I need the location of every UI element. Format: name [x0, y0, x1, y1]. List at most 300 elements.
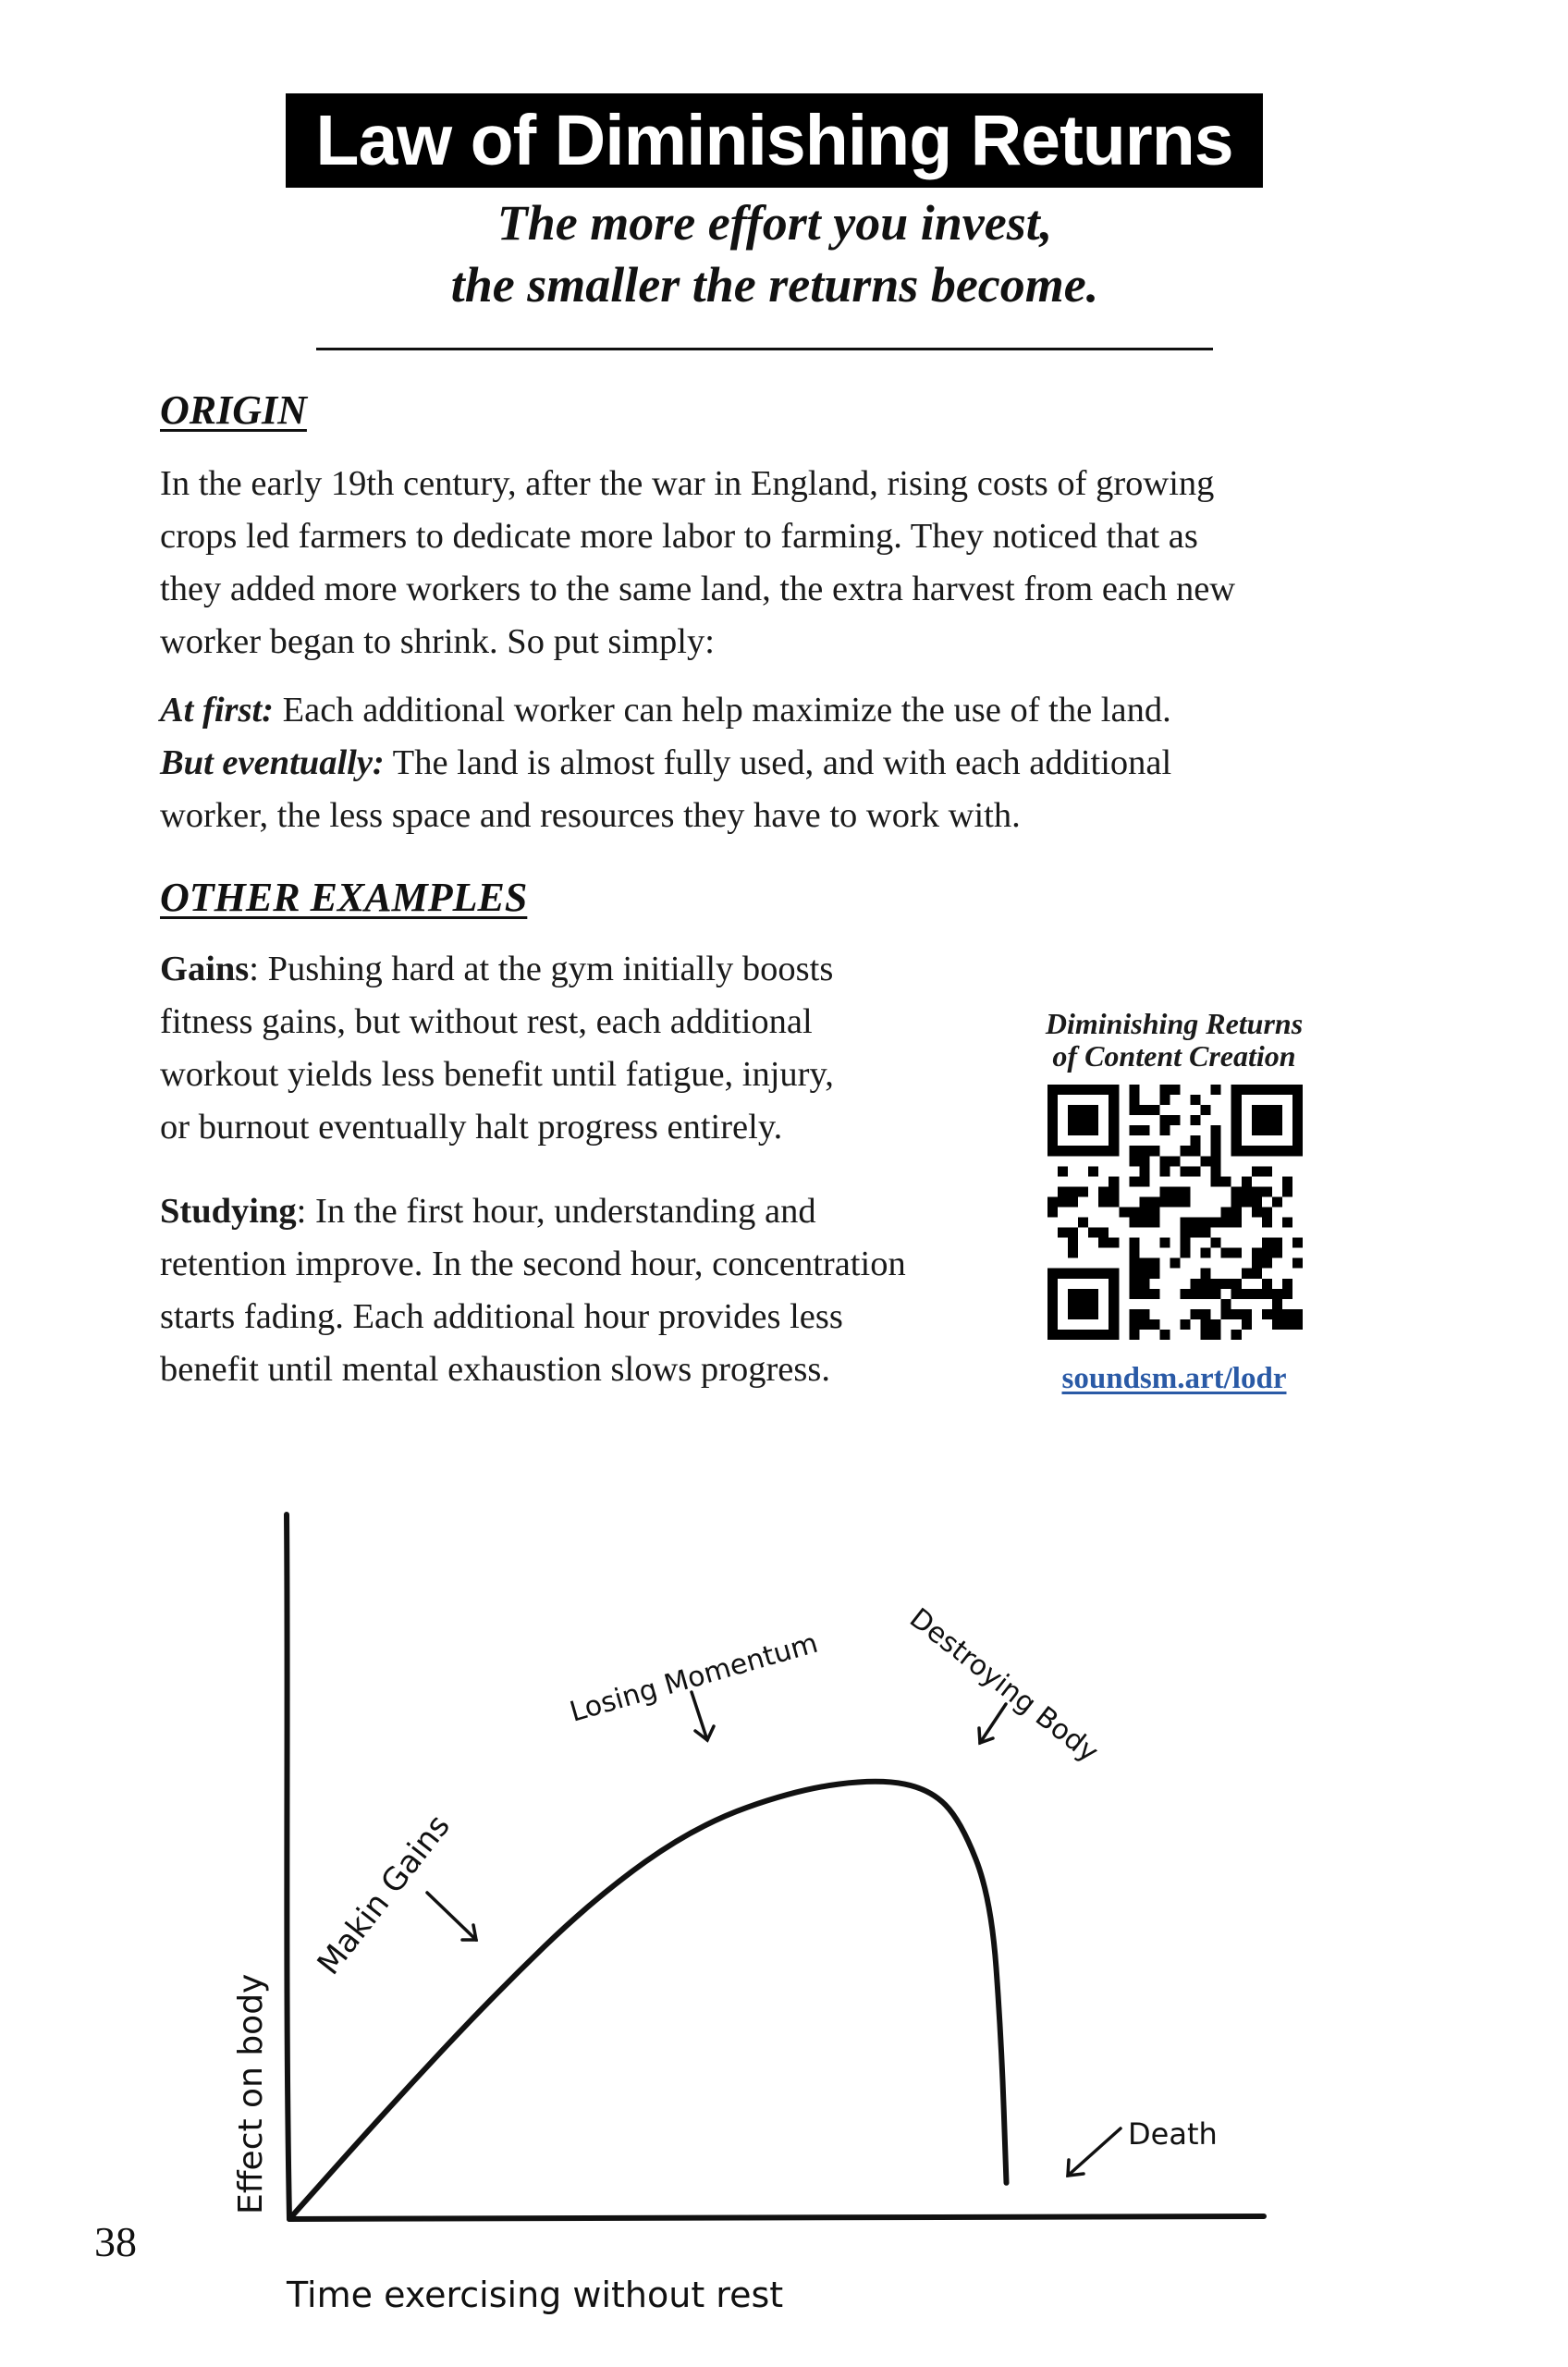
qr-module [1231, 1279, 1242, 1289]
gains-line: fitness gains, but without rest, each additional [160, 1002, 813, 1041]
qr-module [1272, 1196, 1282, 1207]
qr-module [1088, 1228, 1098, 1238]
losing-momentum-arrow-icon [692, 1692, 714, 1740]
qr-module [1262, 1146, 1272, 1156]
qr-module [1058, 1196, 1068, 1207]
qr-module [1078, 1269, 1088, 1279]
qr-module [1252, 1115, 1262, 1125]
qr-module [1139, 1146, 1149, 1156]
qr-module [1088, 1125, 1098, 1135]
qr-module [1252, 1085, 1262, 1095]
gains-label: Gains [160, 950, 250, 988]
qr-module [1181, 1218, 1191, 1228]
origin-line: crops led farmers to dedicate more labor to farming. They noticed that as [160, 517, 1198, 556]
qr-module [1109, 1115, 1119, 1125]
qr-module [1129, 1085, 1139, 1095]
qr-module [1231, 1196, 1242, 1207]
qr-module [1292, 1146, 1303, 1156]
qr-module [1181, 1196, 1191, 1207]
qr-module [1201, 1269, 1211, 1279]
qr-module [1282, 1085, 1292, 1095]
qr-module [1231, 1218, 1242, 1228]
qr-module [1047, 1115, 1058, 1125]
qr-module [1129, 1156, 1139, 1166]
qr-module [1221, 1279, 1231, 1289]
qr-module [1109, 1309, 1119, 1319]
qr-module [1272, 1299, 1282, 1309]
at-first-line [160, 684, 1171, 737]
qr-module [1191, 1228, 1201, 1238]
qr-module [1262, 1238, 1272, 1248]
qr-module [1211, 1085, 1221, 1095]
qr-module [1139, 1269, 1149, 1279]
qr-module [1109, 1196, 1119, 1207]
qr-module [1211, 1218, 1221, 1228]
qr-module [1068, 1330, 1078, 1340]
qr-module [1191, 1095, 1201, 1105]
qr-module [1201, 1279, 1211, 1289]
qr-caption-line-1: Diminishing Returns [1045, 1007, 1304, 1040]
qr-module [1170, 1196, 1180, 1207]
qr-module [1109, 1105, 1119, 1115]
qr-module [1068, 1248, 1078, 1258]
qr-module [1231, 1115, 1242, 1125]
subtitle-line-1: The more effort you invest, [496, 195, 1053, 251]
qr-module [1068, 1125, 1078, 1135]
qr-module [1262, 1248, 1272, 1258]
qr-module [1149, 1105, 1159, 1115]
gains-line [160, 943, 834, 996]
qr-module [1047, 1269, 1058, 1279]
x-axis-label: Time exercising without rest [287, 2275, 784, 2315]
qr-module [1292, 1309, 1303, 1319]
qr-module [1058, 1228, 1068, 1238]
qr-module [1098, 1085, 1109, 1095]
qr-module [1129, 1279, 1139, 1289]
qr-module [1098, 1186, 1109, 1196]
losing-momentum-label: Losing Momentum [566, 1626, 822, 1729]
qr-module [1149, 1196, 1159, 1207]
qr-module [1272, 1248, 1282, 1258]
qr-module [1088, 1115, 1098, 1125]
qr-module [1231, 1207, 1242, 1217]
qr-module [1262, 1186, 1272, 1196]
origin-summary [160, 684, 1171, 842]
qr-module [1058, 1269, 1068, 1279]
qr-module [1262, 1115, 1272, 1125]
qr-module [1068, 1299, 1078, 1309]
qr-module [1242, 1186, 1252, 1196]
qr-module [1231, 1146, 1242, 1156]
qr-module [1078, 1085, 1088, 1095]
qr-module [1231, 1125, 1242, 1135]
origin-heading: ORIGIN [160, 387, 307, 433]
qr-module [1129, 1309, 1139, 1319]
qr-module [1159, 1115, 1170, 1125]
qr-module [1221, 1309, 1231, 1319]
qr-module [1181, 1238, 1191, 1248]
qr-module [1242, 1289, 1252, 1299]
qr-module [1098, 1228, 1109, 1238]
qr-module [1098, 1330, 1109, 1340]
qr-module [1047, 1330, 1058, 1340]
qr-module [1068, 1238, 1078, 1248]
qr-module [1211, 1156, 1221, 1166]
qr-module [1282, 1146, 1292, 1156]
qr-module [1129, 1207, 1139, 1217]
qr-module [1109, 1146, 1119, 1156]
qr-module [1191, 1166, 1201, 1176]
qr-module [1139, 1319, 1149, 1330]
qr-module [1139, 1196, 1149, 1207]
qr-module [1058, 1146, 1068, 1156]
qr-module [1047, 1289, 1058, 1299]
qr-module [1068, 1085, 1078, 1095]
qr-module [1047, 1196, 1058, 1207]
qr-module [1109, 1269, 1119, 1279]
qr-module [1078, 1309, 1088, 1319]
qr-module [1088, 1146, 1098, 1156]
qr-module [1201, 1105, 1211, 1115]
qr-module [1139, 1218, 1149, 1228]
qr-module [1181, 1319, 1191, 1330]
qr-module [1139, 1156, 1149, 1166]
qr-module [1282, 1309, 1292, 1319]
gains-paragraph [160, 943, 834, 1154]
qr-module [1181, 1186, 1191, 1196]
qr-module [1292, 1115, 1303, 1125]
qr-module [1078, 1330, 1088, 1340]
qr-module [1068, 1186, 1078, 1196]
qr-module [1211, 1146, 1221, 1156]
qr-module [1139, 1166, 1149, 1176]
qr-module [1047, 1125, 1058, 1135]
qr-module [1098, 1269, 1109, 1279]
eventually-label: But eventually: [160, 743, 385, 782]
qr-module [1191, 1146, 1201, 1156]
qr-module [1129, 1238, 1139, 1248]
studying-line: benefit until mental exhaustion slows progress. [160, 1350, 830, 1389]
qr-module [1252, 1146, 1262, 1156]
qr-module [1292, 1238, 1303, 1248]
qr-module [1068, 1309, 1078, 1319]
qr-module [1129, 1289, 1139, 1299]
makin-gains-label: Makin Gains [310, 1808, 458, 1982]
diminishing-returns-chart [0, 1498, 1568, 2367]
qr-module [1047, 1146, 1058, 1156]
qr-module [1262, 1258, 1272, 1269]
qr-module [1211, 1279, 1221, 1289]
qr-module [1088, 1299, 1098, 1309]
qr-module [1159, 1085, 1170, 1095]
qr-module [1272, 1238, 1282, 1248]
qr-module [1292, 1319, 1303, 1330]
other-examples-heading: OTHER EXAMPLES [160, 875, 528, 920]
qr-module [1221, 1176, 1231, 1186]
qr-module [1262, 1125, 1272, 1135]
qr-module [1272, 1125, 1282, 1135]
qr-module [1098, 1196, 1109, 1207]
y-axis [287, 1515, 289, 2219]
qr-module [1262, 1085, 1272, 1095]
qr-module [1139, 1309, 1149, 1319]
qr-module [1262, 1166, 1272, 1176]
qr-module [1242, 1146, 1252, 1156]
qr-module [1262, 1105, 1272, 1115]
qr-module [1129, 1146, 1139, 1156]
studying-line [160, 1185, 906, 1238]
qr-module [1058, 1085, 1068, 1095]
qr-module [1068, 1228, 1078, 1238]
qr-module [1078, 1146, 1088, 1156]
qr-module [1047, 1207, 1058, 1217]
qr-module [1159, 1196, 1170, 1207]
qr-module [1078, 1115, 1088, 1125]
eventually-text: The land is almost fully used, and with each additional [384, 743, 1172, 782]
qr-module [1068, 1289, 1078, 1299]
eventually-line [160, 737, 1171, 790]
qr-module [1170, 1085, 1180, 1095]
qr-module [1047, 1135, 1058, 1146]
qr-module [1252, 1207, 1262, 1217]
qr-module [1221, 1299, 1231, 1309]
death-arrow-icon [1068, 2128, 1121, 2176]
qr-module [1272, 1319, 1282, 1330]
qr-module [1211, 1330, 1221, 1340]
qr-module [1159, 1238, 1170, 1248]
origin-line: In the early 19th century, after the war in England, rising costs of growing [160, 464, 1215, 503]
qr-module [1282, 1176, 1292, 1186]
qr-module [1129, 1258, 1139, 1269]
qr-module [1292, 1258, 1303, 1269]
qr-module [1170, 1258, 1180, 1269]
gains-text: : Pushing hard at the gym initially boosts [249, 950, 834, 988]
qr-module [1047, 1319, 1058, 1330]
qr-module [1211, 1125, 1221, 1135]
qr-module [1181, 1228, 1191, 1238]
qr-module [1119, 1207, 1129, 1217]
qr-module [1252, 1125, 1262, 1135]
qr-module [1252, 1196, 1262, 1207]
qr-module [1047, 1095, 1058, 1105]
qr-module [1292, 1135, 1303, 1146]
qr-module [1221, 1207, 1231, 1217]
qr-module [1201, 1330, 1211, 1340]
qr-module [1201, 1248, 1211, 1258]
qr-module [1149, 1289, 1159, 1299]
qr-module [1139, 1176, 1149, 1186]
qr-module [1292, 1085, 1303, 1095]
qr-module [1109, 1095, 1119, 1105]
qr-module [1098, 1238, 1109, 1248]
qr-module [1170, 1156, 1180, 1166]
death-label: Death [1128, 2116, 1218, 2152]
qr-module [1109, 1289, 1119, 1299]
qr-link[interactable]: soundsm.art/lodr [1061, 1362, 1287, 1395]
qr-module [1109, 1135, 1119, 1146]
qr-module [1211, 1166, 1221, 1176]
qr-module [1088, 1309, 1098, 1319]
qr-module [1201, 1289, 1211, 1299]
at-first-text: Each additional worker can help maximize the use of the land. [274, 691, 1171, 730]
qr-module [1109, 1319, 1119, 1330]
qr-module [1109, 1279, 1119, 1289]
qr-module [1170, 1186, 1180, 1196]
qr-module [1201, 1228, 1211, 1238]
qr-module [1088, 1289, 1098, 1299]
qr-module [1191, 1309, 1201, 1319]
qr-module [1282, 1279, 1292, 1289]
qr-module [1191, 1279, 1201, 1289]
studying-paragraph [160, 1185, 906, 1396]
title-banner [286, 93, 1263, 188]
qr-module [1109, 1330, 1119, 1340]
qr-module [1078, 1218, 1088, 1228]
qr-module [1170, 1115, 1180, 1125]
qr-module [1109, 1186, 1119, 1196]
qr-module [1242, 1176, 1252, 1186]
qr-module [1109, 1176, 1119, 1186]
qr-module [1262, 1309, 1272, 1319]
qr-module [1231, 1105, 1242, 1115]
qr-module [1139, 1279, 1149, 1289]
at-first-label: At first: [160, 691, 275, 730]
qr-module [1047, 1105, 1058, 1115]
qr-module [1292, 1095, 1303, 1105]
qr-module [1078, 1289, 1088, 1299]
qr-module [1139, 1105, 1149, 1115]
qr-module [1201, 1319, 1211, 1330]
qr-module [1078, 1105, 1088, 1115]
qr-module [1129, 1125, 1139, 1135]
qr-module [1272, 1085, 1282, 1095]
qr-module [1047, 1279, 1058, 1289]
qr-module [1292, 1125, 1303, 1135]
qr-module [1109, 1238, 1119, 1248]
qr-module [1252, 1105, 1262, 1115]
qr-module [1272, 1105, 1282, 1115]
qr-module [1129, 1176, 1139, 1186]
qr-module [1242, 1319, 1252, 1330]
qr-module [1159, 1095, 1170, 1105]
qr-module [1191, 1289, 1201, 1299]
qr-module [1262, 1218, 1272, 1228]
qr-module [1201, 1309, 1211, 1319]
page-number: 38 [94, 2218, 137, 2265]
qr-module [1139, 1125, 1149, 1135]
qr-module [1181, 1146, 1191, 1156]
qr-module [1272, 1289, 1282, 1299]
page-title: Law of Diminishing Returns [315, 100, 1233, 180]
qr-module [1149, 1258, 1159, 1269]
qr-module [1149, 1269, 1159, 1279]
qr-module [1262, 1207, 1272, 1217]
title-divider [316, 348, 1213, 350]
qr-module [1088, 1105, 1098, 1115]
qr-module [1231, 1330, 1242, 1340]
qr-module [1181, 1166, 1191, 1176]
qr-module [1088, 1330, 1098, 1340]
qr-module [1242, 1196, 1252, 1207]
subtitle-line-2: the smaller the returns become. [450, 257, 1099, 313]
qr-module [1139, 1258, 1149, 1269]
qr-module [1211, 1319, 1221, 1330]
qr-module [1231, 1135, 1242, 1146]
qr-module [1221, 1218, 1231, 1228]
studying-line: retention improve. In the second hour, concentration [160, 1245, 906, 1283]
qr-module [1201, 1156, 1211, 1166]
qr-module [1047, 1299, 1058, 1309]
x-axis [289, 2216, 1264, 2219]
qr-module [1211, 1289, 1221, 1299]
qr-module [1068, 1115, 1078, 1125]
qr-module [1149, 1218, 1159, 1228]
qr-module [1252, 1166, 1262, 1176]
qr-module [1252, 1289, 1262, 1299]
qr-module [1078, 1299, 1088, 1309]
qr-module [1047, 1309, 1058, 1319]
qr-module [1149, 1319, 1159, 1330]
qr-module [1211, 1238, 1221, 1248]
qr-module [1272, 1146, 1282, 1156]
destroying-body-label: Destroying Body [903, 1601, 1105, 1770]
qr-caption-line-2: of Content Creation [1052, 1039, 1296, 1073]
qr-module [1282, 1289, 1292, 1299]
qr-module [1181, 1248, 1191, 1258]
qr-module [1211, 1176, 1221, 1186]
studying-label: Studying [160, 1192, 297, 1231]
qr-module [1242, 1269, 1252, 1279]
qr-module [1272, 1115, 1282, 1125]
qr-module [1058, 1330, 1068, 1340]
makin-gains-arrow-icon [427, 1893, 476, 1940]
qr-module [1262, 1289, 1272, 1299]
qr-module [1088, 1269, 1098, 1279]
qr-module [1149, 1146, 1159, 1156]
qr-module [1068, 1105, 1078, 1115]
qr-module [1109, 1085, 1119, 1095]
qr-module [1068, 1269, 1078, 1279]
qr-module [1231, 1095, 1242, 1105]
qr-module [1159, 1125, 1170, 1135]
qr-module [1078, 1125, 1088, 1135]
qr-module [1109, 1299, 1119, 1309]
qr-caption [998, 1008, 1350, 1073]
qr-module [1047, 1085, 1058, 1095]
gains-line: workout yields less benefit until fatigue, injury, [160, 1055, 834, 1094]
qr-module [1282, 1319, 1292, 1330]
qr-module [1231, 1186, 1242, 1196]
qr-module [1129, 1248, 1139, 1258]
qr-module [1068, 1146, 1078, 1156]
qr-module [1129, 1095, 1139, 1105]
qr-module [1282, 1218, 1292, 1228]
qr-module [1221, 1248, 1231, 1258]
qr-module [1058, 1186, 1068, 1196]
qr-module [1159, 1166, 1170, 1176]
qr-module [1078, 1186, 1088, 1196]
qr-module [1252, 1248, 1262, 1258]
subtitle [277, 192, 1272, 316]
qr-module [1231, 1085, 1242, 1095]
qr-module [1058, 1166, 1068, 1176]
qr-module [1191, 1115, 1201, 1125]
origin-paragraph [160, 458, 1235, 668]
qr-module [1129, 1269, 1139, 1279]
qr-module [1139, 1289, 1149, 1299]
origin-line: they added more workers to the same land, the extra harvest from each new [160, 570, 1236, 608]
qr-code-icon[interactable] [1047, 1085, 1303, 1340]
